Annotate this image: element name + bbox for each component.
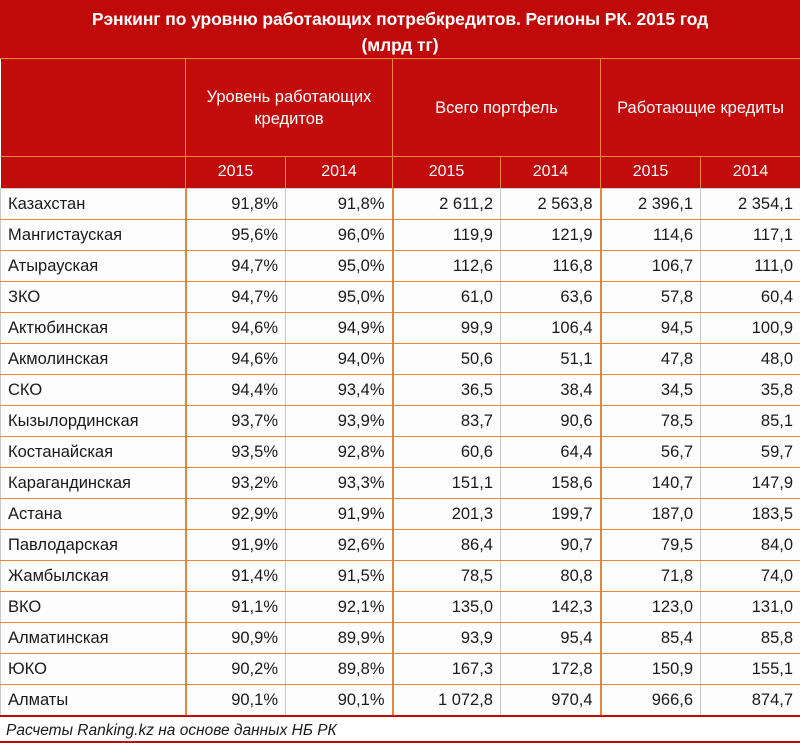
cell-wrk-2014: 85,8 <box>701 623 800 654</box>
table-row <box>1 220 800 251</box>
cell-region: Алматинская <box>1 623 186 654</box>
cell-tot-2014: 2 563,8 <box>501 189 601 220</box>
cell-wrk-2015: 187,0 <box>601 499 701 530</box>
cell-region: Костанайская <box>1 437 186 468</box>
cell-tot-2014: 63,6 <box>501 282 601 313</box>
cell-lvl-2014: 90,1% <box>286 685 393 717</box>
cell-lvl-2014: 91,5% <box>286 561 393 592</box>
cell-lvl-2014: 94,0% <box>286 344 393 375</box>
cell-region: Карагандинская <box>1 468 186 499</box>
cell-lvl-2014: 94,9% <box>286 313 393 344</box>
cell-wrk-2014: 85,1 <box>701 406 800 437</box>
table-row <box>1 654 800 685</box>
cell-wrk-2015: 79,5 <box>601 530 701 561</box>
header-group-working-loans: Работающие кредиты <box>601 59 800 157</box>
report-title <box>0 0 800 59</box>
table-row <box>1 406 800 437</box>
cell-lvl-2015: 94,6% <box>186 313 286 344</box>
table-row <box>1 499 800 530</box>
report-title-line-1: Рэнкинг по уровню работающих потребкредитов. Регионы РК. 2015 год <box>16 6 784 32</box>
cell-region: ЗКО <box>1 282 186 313</box>
cell-region: Астана <box>1 499 186 530</box>
cell-wrk-2015: 123,0 <box>601 592 701 623</box>
cell-lvl-2015: 94,7% <box>186 282 286 313</box>
cell-wrk-2014: 183,5 <box>701 499 800 530</box>
header-group-row <box>1 59 800 157</box>
cell-lvl-2015: 94,6% <box>186 344 286 375</box>
cell-lvl-2014: 93,3% <box>286 468 393 499</box>
table-row <box>1 561 800 592</box>
cell-region: Жамбылская <box>1 561 186 592</box>
header-year-row <box>1 157 800 189</box>
table-row <box>1 685 800 717</box>
cell-wrk-2015: 140,7 <box>601 468 701 499</box>
table-source-note: Расчеты Ranking.kz на основе данных НБ РК <box>0 717 800 743</box>
cell-lvl-2014: 91,8% <box>286 189 393 220</box>
cell-wrk-2014: 59,7 <box>701 437 800 468</box>
cell-lvl-2014: 95,0% <box>286 282 393 313</box>
cell-region: СКО <box>1 375 186 406</box>
cell-lvl-2014: 92,1% <box>286 592 393 623</box>
cell-tot-2014: 970,4 <box>501 685 601 717</box>
cell-tot-2014: 90,6 <box>501 406 601 437</box>
table-header <box>1 59 800 189</box>
cell-wrk-2015: 47,8 <box>601 344 701 375</box>
table-row <box>1 468 800 499</box>
table-row <box>1 189 800 220</box>
cell-tot-2015: 36,5 <box>393 375 501 406</box>
cell-wrk-2014: 874,7 <box>701 685 800 717</box>
cell-wrk-2014: 74,0 <box>701 561 800 592</box>
cell-lvl-2015: 90,1% <box>186 685 286 717</box>
cell-lvl-2015: 94,7% <box>186 251 286 282</box>
cell-region: Кызылординская <box>1 406 186 437</box>
cell-lvl-2014: 93,4% <box>286 375 393 406</box>
cell-wrk-2014: 155,1 <box>701 654 800 685</box>
cell-region: Мангистауская <box>1 220 186 251</box>
cell-lvl-2015: 92,9% <box>186 499 286 530</box>
cell-wrk-2015: 94,5 <box>601 313 701 344</box>
cell-lvl-2015: 93,7% <box>186 406 286 437</box>
cell-wrk-2014: 117,1 <box>701 220 800 251</box>
cell-lvl-2014: 95,0% <box>286 251 393 282</box>
cell-lvl-2014: 96,0% <box>286 220 393 251</box>
cell-wrk-2015: 78,5 <box>601 406 701 437</box>
table-row <box>1 375 800 406</box>
cell-tot-2015: 60,6 <box>393 437 501 468</box>
cell-tot-2014: 121,9 <box>501 220 601 251</box>
cell-region: Акмолинская <box>1 344 186 375</box>
cell-lvl-2014: 89,8% <box>286 654 393 685</box>
cell-lvl-2014: 89,9% <box>286 623 393 654</box>
cell-tot-2014: 199,7 <box>501 499 601 530</box>
header-region-blank <box>1 59 186 157</box>
cell-region: Алматы <box>1 685 186 717</box>
cell-tot-2014: 95,4 <box>501 623 601 654</box>
cell-tot-2015: 86,4 <box>393 530 501 561</box>
cell-tot-2014: 64,4 <box>501 437 601 468</box>
cell-tot-2014: 158,6 <box>501 468 601 499</box>
table-row <box>1 623 800 654</box>
cell-tot-2015: 83,7 <box>393 406 501 437</box>
cell-lvl-2015: 91,8% <box>186 189 286 220</box>
cell-wrk-2015: 57,8 <box>601 282 701 313</box>
cell-tot-2014: 80,8 <box>501 561 601 592</box>
report-title-line-2: (млрд тг) <box>16 32 784 58</box>
header-year-working-2014: 2014 <box>701 157 800 189</box>
cell-region: ВКО <box>1 592 186 623</box>
header-group-total-portfolio: Всего портфель <box>393 59 601 157</box>
table-row <box>1 530 800 561</box>
cell-tot-2014: 51,1 <box>501 344 601 375</box>
cell-tot-2015: 2 611,2 <box>393 189 501 220</box>
cell-lvl-2014: 92,8% <box>286 437 393 468</box>
table-body <box>1 189 800 717</box>
cell-lvl-2015: 91,4% <box>186 561 286 592</box>
cell-tot-2014: 172,8 <box>501 654 601 685</box>
cell-wrk-2015: 150,9 <box>601 654 701 685</box>
header-group-level: Уровень работающих кредитов <box>186 59 393 157</box>
cell-wrk-2015: 106,7 <box>601 251 701 282</box>
cell-tot-2015: 50,6 <box>393 344 501 375</box>
cell-tot-2015: 135,0 <box>393 592 501 623</box>
cell-wrk-2014: 2 354,1 <box>701 189 800 220</box>
cell-lvl-2015: 91,9% <box>186 530 286 561</box>
cell-wrk-2015: 56,7 <box>601 437 701 468</box>
table-row <box>1 437 800 468</box>
cell-lvl-2014: 93,9% <box>286 406 393 437</box>
cell-lvl-2015: 93,5% <box>186 437 286 468</box>
cell-lvl-2014: 91,9% <box>286 499 393 530</box>
header-year-blank <box>1 157 186 189</box>
cell-tot-2015: 167,3 <box>393 654 501 685</box>
cell-tot-2015: 61,0 <box>393 282 501 313</box>
cell-region: ЮКО <box>1 654 186 685</box>
cell-tot-2015: 78,5 <box>393 561 501 592</box>
table-row <box>1 313 800 344</box>
cell-wrk-2014: 100,9 <box>701 313 800 344</box>
cell-lvl-2015: 90,9% <box>186 623 286 654</box>
cell-tot-2014: 90,7 <box>501 530 601 561</box>
cell-region: Павлодарская <box>1 530 186 561</box>
cell-tot-2015: 1 072,8 <box>393 685 501 717</box>
cell-lvl-2015: 91,1% <box>186 592 286 623</box>
ranking-table <box>0 59 800 717</box>
cell-wrk-2014: 147,9 <box>701 468 800 499</box>
cell-wrk-2015: 966,6 <box>601 685 701 717</box>
cell-wrk-2015: 85,4 <box>601 623 701 654</box>
cell-tot-2015: 93,9 <box>393 623 501 654</box>
table-row <box>1 592 800 623</box>
cell-region: Казахстан <box>1 189 186 220</box>
table-row <box>1 344 800 375</box>
cell-region: Актюбинская <box>1 313 186 344</box>
cell-tot-2014: 38,4 <box>501 375 601 406</box>
cell-tot-2015: 201,3 <box>393 499 501 530</box>
cell-region: Атырауская <box>1 251 186 282</box>
table-row <box>1 251 800 282</box>
header-year-total-2015: 2015 <box>393 157 501 189</box>
cell-lvl-2015: 90,2% <box>186 654 286 685</box>
cell-wrk-2014: 84,0 <box>701 530 800 561</box>
table-row <box>1 282 800 313</box>
header-year-total-2014: 2014 <box>501 157 601 189</box>
header-year-working-2015: 2015 <box>601 157 701 189</box>
cell-lvl-2015: 93,2% <box>186 468 286 499</box>
header-year-level-2015: 2015 <box>186 157 286 189</box>
cell-wrk-2015: 34,5 <box>601 375 701 406</box>
cell-tot-2015: 112,6 <box>393 251 501 282</box>
cell-lvl-2015: 95,6% <box>186 220 286 251</box>
cell-wrk-2015: 114,6 <box>601 220 701 251</box>
cell-lvl-2015: 94,4% <box>186 375 286 406</box>
cell-tot-2014: 142,3 <box>501 592 601 623</box>
cell-tot-2014: 116,8 <box>501 251 601 282</box>
cell-tot-2015: 151,1 <box>393 468 501 499</box>
cell-lvl-2014: 92,6% <box>286 530 393 561</box>
cell-tot-2015: 119,9 <box>393 220 501 251</box>
cell-wrk-2015: 71,8 <box>601 561 701 592</box>
cell-tot-2015: 99,9 <box>393 313 501 344</box>
cell-wrk-2014: 111,0 <box>701 251 800 282</box>
cell-tot-2014: 106,4 <box>501 313 601 344</box>
cell-wrk-2014: 131,0 <box>701 592 800 623</box>
cell-wrk-2014: 48,0 <box>701 344 800 375</box>
cell-wrk-2014: 60,4 <box>701 282 800 313</box>
cell-wrk-2015: 2 396,1 <box>601 189 701 220</box>
cell-wrk-2014: 35,8 <box>701 375 800 406</box>
header-year-level-2014: 2014 <box>286 157 393 189</box>
